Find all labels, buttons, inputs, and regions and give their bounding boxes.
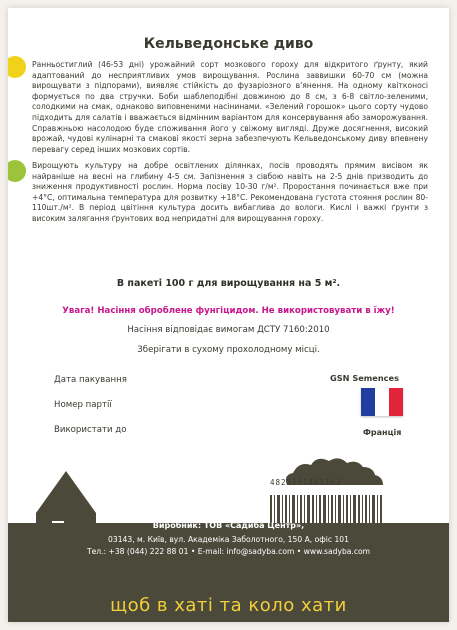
standard-compliance: Насіння відповідає вимогам ДСТУ 7160:2010	[127, 325, 330, 335]
batch-number-label: Номер партії	[54, 400, 112, 410]
seed-packet-back	[8, 8, 449, 622]
variety-description: Ранньостиглий (46-53 дні) урожайний сорт мозкового гороху для відкритого ґрунту, який адаптований до несприятливих умов вирощування. Рослина заввишки 60-70 см (можна вирощувати з підпорами), виявляє стійкість до фузаріозного в'янення. На одному квітконосі формується по два стручки. Боби шаблеподібні довжиною до 8 см, з 6-8 світло-зеленими, солодкими на смак, однаково виповненими насінинами. «Зелений горошок» цього сорту чудово підходить для салатів і вважається відмінним варіантом для консервування або заморожування. Справжньою насолодою буде споживання його у свіжому вигляді. Друже досягнення, високий врожай, чудові кулінарні та смакові якості зерна забезпечують Кельведонському диву впевнену перевагу серед інших мозкових сортів.	[32, 60, 428, 154]
product-title: Кельведонське диво	[143, 36, 314, 52]
barcode-number: 4823111401162	[270, 478, 342, 487]
pack-date-label: Дата пакування	[54, 375, 127, 385]
manufacturer-address: 03143, м. Київ, вул. Академіка Заболотного, 150 А, офіс 101	[108, 535, 349, 544]
chimney	[70, 487, 76, 497]
growing-instructions: Вирощують культуру на добре освітлених ділянках, посів проводять прямим висівом як найраніше на весні на глибину 4-5 см. Запізнення з сівбою навіть на 2-5 днів призводить до зниження продуктивності рослин. Норма посіву 10-30 г/м². Проростання починається вже при +4°С, оптимальна температура для розвитку +18°С. Рекомендована густота стояння рослин 80-110шт./м². В період цвітіння культура досить вибаглива до вологи. Кислі і важкі ґрунти з високим залягання ґрунтових вод непридатні для вирощування гороху.	[32, 161, 428, 223]
france-flag-icon	[361, 388, 403, 416]
green-bullet-dot	[8, 160, 26, 182]
brand-name: GSN Semences	[330, 373, 399, 383]
packet-info: В пакеті 100 г для вирощування на 5 м².	[116, 278, 341, 289]
yellow-bullet-dot	[8, 56, 26, 78]
manufacturer-contacts: Тел.: +38 (044) 222 88 01 • E-mail: info@sadyba.com • www.sadyba.com	[86, 547, 371, 556]
storage-instructions: Зберігати в сухому прохолодному місці.	[137, 345, 320, 355]
fungicide-warning: Увага! Насіння оброблене фунгіцидом. Не використовувати в їжу!	[62, 306, 395, 316]
manufacturer-name: Виробник: ТОВ «Садиба Центр»,	[152, 521, 305, 530]
brand-slogan: щоб в хаті та коло хати	[110, 595, 347, 616]
country-of-origin: Франція	[363, 428, 402, 437]
use-by-label: Використати до	[54, 425, 127, 435]
